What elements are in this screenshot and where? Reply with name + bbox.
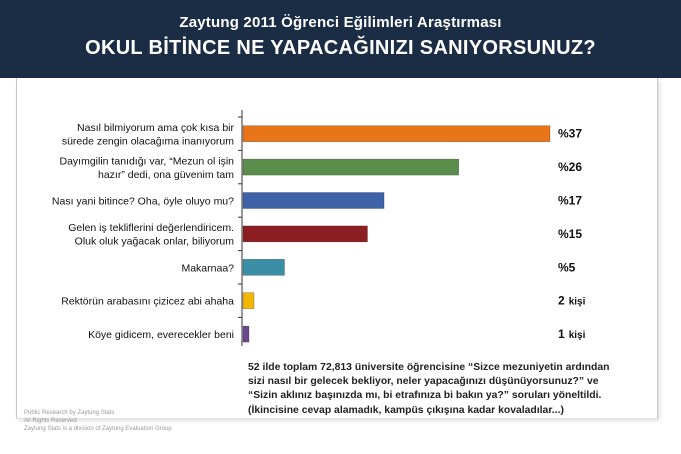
value-label: %15: [558, 226, 583, 241]
category-label: Gelen iş tekliflerini değerlendiricem. Oluk oluk yağacak onlar, biliyorum: [68, 222, 234, 248]
credits-line: All Rights Reserved: [24, 418, 77, 424]
bar: [243, 293, 254, 309]
value-label: %37: [558, 126, 583, 141]
credits-line: Zaytung Stats is a division of Zaytung Evaluation Group: [24, 426, 172, 432]
footnote-line: 52 ilde toplam 72,813 üniversite öğrencisine “Sizce mezuniyetin ardından: [248, 362, 610, 373]
category-label: Makarnaa?: [181, 262, 234, 275]
bar: [243, 193, 384, 209]
credits: [24, 409, 172, 433]
value-label: %17: [558, 193, 583, 208]
chart-title: OKUL BİTİNCE NE YAPACAĞINIZI SANIYORSUNUZ?: [85, 37, 596, 59]
value-label: 2 kişi: [558, 293, 586, 308]
category-label: Rektörün arabasını çizicez abi ahaha: [61, 295, 234, 308]
value-label: %5: [558, 260, 576, 275]
chart-subtitle: Zaytung 2011 Öğrenci Eğilimleri Araştırması: [179, 14, 502, 31]
footnote: [248, 361, 628, 418]
bar: [243, 259, 284, 275]
credits-line: Public Research by Zaytung Stats: [24, 410, 115, 416]
footnote-line: (İkincisine cevap alamadık, kampüs çıkışına kadar kovaladılar...): [248, 404, 564, 416]
category-label: Dayımgilin tanıdığı var, “Mezun ol işin hazır” dedi, ona güvenim tam: [59, 155, 234, 181]
category-label: Nasıl bilmiyorum ama çok kısa bir sürede zengin olacağıma inanıyorum: [61, 121, 234, 148]
category-label: Nası yani bitince? Oha, öyle oluyo mu?: [51, 195, 234, 208]
value-label: %26: [558, 160, 583, 175]
bar: [243, 159, 459, 175]
bar: [243, 126, 550, 142]
footnote-line: sizi nasıl bir gelecek bekliyor, neler yapacağınızı düşünüyorsunuz?” ve: [248, 376, 599, 388]
bar: [243, 326, 249, 342]
value-label: 1 kişi: [558, 327, 586, 342]
footnote-line: “Sizin aklınız başınızda mı, bi etrafınıza bi bakın ya?” soruları yöneltildi.: [248, 390, 602, 402]
bar: [243, 226, 367, 242]
category-label: Köye gidicem, everecekler beni: [88, 329, 234, 342]
